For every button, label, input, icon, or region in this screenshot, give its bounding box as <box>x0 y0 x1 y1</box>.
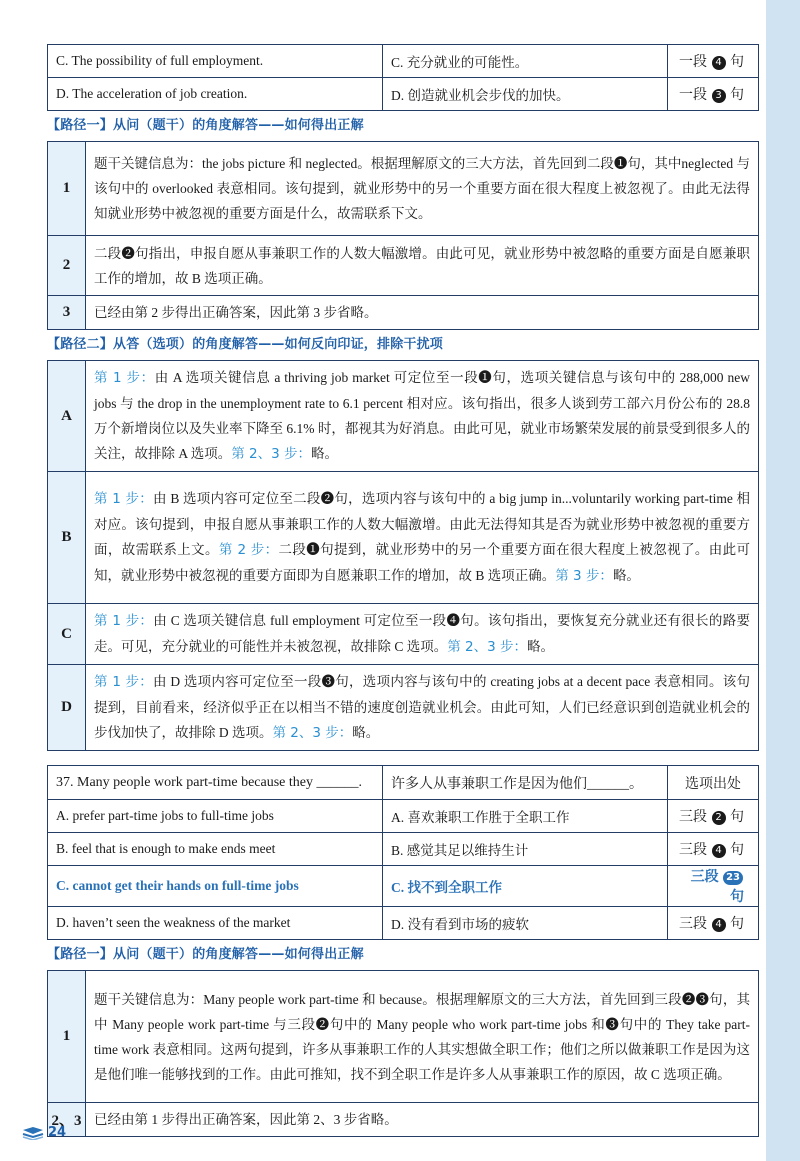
table-row <box>48 45 759 78</box>
solution-table-q37 <box>47 970 759 1137</box>
solution-row <box>48 971 759 1103</box>
option-en: B. feel that is enough to make ends meet <box>48 833 383 866</box>
step-marker: 第 2 步： <box>218 542 279 558</box>
table-row <box>48 907 759 940</box>
step-label: 1 <box>48 142 86 236</box>
option-label: B <box>48 472 86 604</box>
question-zh: 许多人从事兼职工作是因为他们______。 <box>383 766 668 800</box>
source-header: 选项出处 <box>668 766 759 800</box>
option-analysis: 第 1 步：由 A 选项关键信息 a thriving job market 可定位至一段❶句，选项关键信息与该句中的 288,000 new jobs 与 the drop in the unemployment rate to 6.1 percent 相对应。该句指出，很多人谈到劳工部六月份公布的 28.8 万个新增岗位以及失业率下降至 6.1% 时，都视其为好消息。由此可见，就业市场繁荣发展的前景受到很多人的关注，故排除 A 选项。第 2、3 步：略。 <box>86 361 759 472</box>
step-label: 1 <box>48 971 86 1103</box>
solution-table-path-one <box>47 141 759 330</box>
option-zh: D. 创造就业机会步伐的加快。 <box>383 78 668 111</box>
solution-row <box>48 236 759 296</box>
option-zh: A. 喜欢兼职工作胜于全职工作 <box>383 800 668 833</box>
step-label: 2、3 <box>48 1103 86 1137</box>
table-row-correct <box>48 866 759 907</box>
solution-row <box>48 361 759 472</box>
solution-row <box>48 296 759 330</box>
solution-row <box>48 142 759 236</box>
option-label: C <box>48 604 86 665</box>
option-zh: B. 感觉其足以维持生计 <box>383 833 668 866</box>
option-label: A <box>48 361 86 472</box>
option-source: 三段 2 句 <box>668 800 759 833</box>
step-marker: 第 1 步： <box>94 674 154 690</box>
option-zh: D. 没有看到市场的疲软 <box>383 907 668 940</box>
solution-row <box>48 665 759 751</box>
path-one-heading: 【路径一】从问（题干）的角度解答——如何得出正解 <box>47 118 364 133</box>
option-source: 一段 3 句 <box>668 78 759 111</box>
option-en: D. The acceleration of job creation. <box>48 78 383 111</box>
page-edge-strip <box>766 0 800 1161</box>
option-analysis: 第 1 步：由 C 选项关键信息 full employment 可定位至一段❹句。该句指出，要恢复充分就业还有很长的路要走。可见，充分就业的可能性并未被忽视，故排除 C 选项。第 2、3 步：略。 <box>86 604 759 665</box>
table-row <box>48 833 759 866</box>
solution-table-path-two <box>47 360 759 751</box>
path-two-heading: 【路径二】从答（选项）的角度解答——如何反向印证，排除干扰项 <box>47 337 444 352</box>
option-zh: C. 找不到全职工作 <box>383 866 668 907</box>
option-source: 三段 23 句 <box>668 866 759 907</box>
table-row <box>48 800 759 833</box>
option-analysis: 第 1 步：由 D 选项内容可定位至一段❸句，选项内容与该句中的 creating jobs at a decent pace 表意相同。该句提到，目前看来，经济似乎正在以相当不错的速度创造就业机会。由此可知，人们已经意识到创造就业机会的步伐加快了，故排除 D 选项。第 2、3 步：略。 <box>86 665 759 751</box>
solution-row <box>48 1103 759 1137</box>
option-source: 一段 4 句 <box>668 45 759 78</box>
step-text: 题干关键信息为：Many people work part-time 和 because。根据理解原文的三大方法，首先回到三段❷❸句，其中 Many people work part-time 与三段❷句中的 Many people who work part-time jobs 和❸句中的 They take part-time work 表意相同。这两句提到，许多从事兼职工作的人其实想做全职工作；他们之所以做兼职工作是因为这是他们唯一能够找到的工作。由此可推知，找不到全职工作是许多人从事兼职工作的原因，故 C 选项正确。 <box>86 971 759 1103</box>
step-marker: 第 1 步： <box>94 613 154 629</box>
step-marker: 第 2、3 步： <box>447 639 528 655</box>
step-label: 2 <box>48 236 86 296</box>
option-en: A. prefer part-time jobs to full-time jobs <box>48 800 383 833</box>
step-marker: 第 2、3 步： <box>231 446 312 462</box>
page-content <box>47 44 759 1137</box>
option-label: D <box>48 665 86 751</box>
option-source: 三段 4 句 <box>668 907 759 940</box>
step-text: 已经由第 2 步得出正确答案，因此第 3 步省略。 <box>86 296 759 330</box>
step-text: 已经由第 1 步得出正确答案，因此第 2、3 步省略。 <box>86 1103 759 1137</box>
book-icon <box>22 1126 44 1140</box>
step-text: 题干关键信息为：the jobs picture 和 neglected。根据理解原文的三大方法，首先回到二段❶句，其中neglected 与该句中的 overlooked 表意相同。该句提到，就业形势中的另一个重要方面在很大程度上被忽视了。由此无法得知就业形势中被忽视的重要方面是什么，故需联系下文。 <box>86 142 759 236</box>
step-marker: 第 2、3 步： <box>272 725 353 741</box>
table-row <box>48 78 759 111</box>
option-analysis: 第 1 步：由 B 选项内容可定位至二段❷句，选项内容与该句中的 a big jump in...voluntarily working part-time 相对应。该句提到，申报自愿从事兼职工作的人数大幅激增。由此无法得知其是否为就业形势中被忽视的重要方面，故需联系上文。第 2 步：二段❶句提到，就业形势中的另一个重要方面在很大程度上被忽视了。由此可知，就业形势中被忽视的重要方面即为自愿兼职工作的增加，故 B 选项正确。第 3 步：略。 <box>86 472 759 604</box>
step-marker: 第 1 步： <box>94 491 153 507</box>
option-en: C. cannot get their hands on full-time jobs <box>48 866 383 907</box>
page-number: 24 <box>48 1125 67 1140</box>
step-marker: 第 1 步： <box>94 370 155 386</box>
option-source: 三段 4 句 <box>668 833 759 866</box>
path-one-heading: 【路径一】从问（题干）的角度解答——如何得出正解 <box>47 947 364 962</box>
step-text: 二段❷句指出，申报自愿从事兼职工作的人数大幅激增。由此可见，就业形势中被忽略的重要方面是自愿兼职工作的增加，故 B 选项正确。 <box>86 236 759 296</box>
step-marker: 第 3 步： <box>555 568 613 584</box>
option-zh: C. 充分就业的可能性。 <box>383 45 668 78</box>
step-label: 3 <box>48 296 86 330</box>
table-header-row <box>48 766 759 800</box>
option-en: D. haven’t seen the weakness of the market <box>48 907 383 940</box>
options-table-36 <box>47 44 759 111</box>
question-en: 37. Many people work part-time because they ______. <box>48 766 383 800</box>
solution-row <box>48 472 759 604</box>
options-table-37 <box>47 765 759 940</box>
option-en: C. The possibility of full employment. <box>48 45 383 78</box>
page-footer <box>22 1125 66 1140</box>
solution-row <box>48 604 759 665</box>
